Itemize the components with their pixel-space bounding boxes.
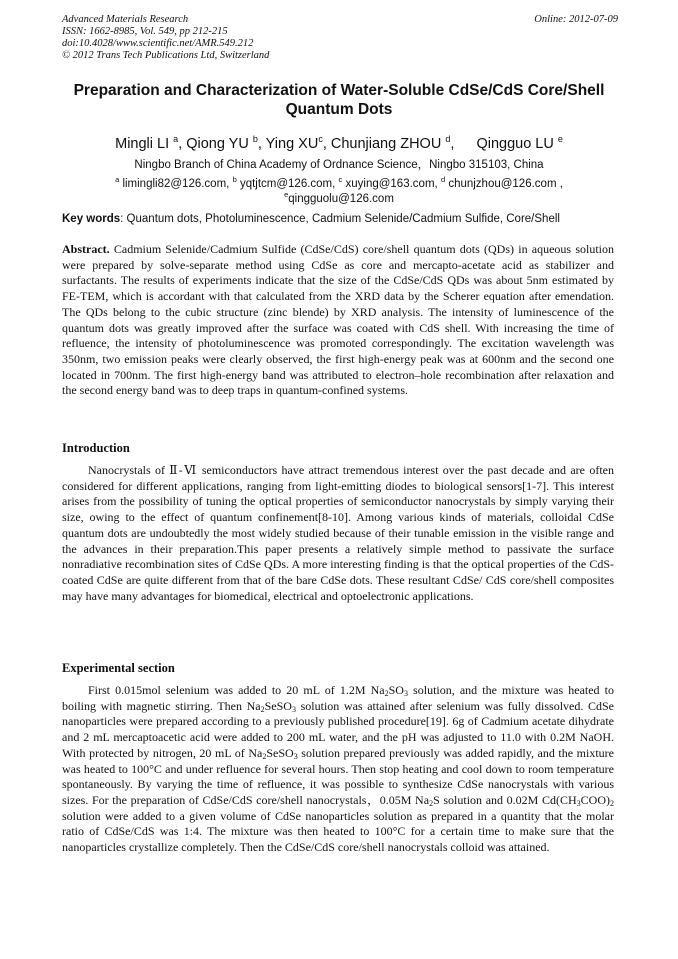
subscript: 2 (384, 689, 389, 698)
experimental-paragraph (62, 683, 614, 856)
author-separator: , (450, 136, 455, 152)
introduction-heading: Introduction (62, 441, 130, 455)
abstract-text: Cadmium Selenide/Cadmium Sulfide (CdSe/CdS) core/shell quantum dots (QDs) in aqueous solution were prepared by solve-separate method using CdSe as core and mercapto-acetate acid as stabilizer and surfactants. The results of experiments indicate that the size of the CdSe/CdS QDs was about 5nm estimated by FE-TEM, which is accordant with that calculated from the XRD data by the Scherer equation after emendation. The QDs belong to the cubic structure (zinc blende) by XRD analysis. The intensity of luminescence of the quantum dots was greatly improved after the surface was coated with CdS shell. With increasing the time of refluence, the intensity of photoluminescence was promoted correspondingly. The excitation wavelength was 350nm, two emission peaks were clearly observed, the first high-energy peak was at 600nm and the second one located in 700nm. The first high-energy band was attributed to electron–hole recombination after relaxation and the second energy band was to deep traps in quantum-confined systems. (62, 242, 614, 398)
issn-line: ISSN: 1662-8985, Vol. 549, pp 212-215 (62, 26, 228, 37)
email-b: yqtjtcm@126.com, (239, 178, 336, 190)
email-c: xuying@163.com, (345, 178, 438, 190)
author-list (40, 131, 638, 153)
author-separator: , (322, 136, 331, 152)
subscript: 3 (293, 751, 298, 761)
author-name: Mingli LI (115, 136, 170, 152)
author-name: Chunjiang ZHOU (330, 136, 442, 152)
author-sup: a (173, 134, 179, 144)
text-run: SeSO (264, 698, 292, 713)
author-sup: b (252, 134, 258, 144)
text-run: SeSO (266, 745, 294, 760)
subscript: 3 (576, 798, 581, 808)
subscript: 3 (291, 704, 296, 714)
online-date: Online: 2012-07-09 (534, 14, 618, 25)
author-separator: , (178, 136, 187, 152)
affiliation: Ningbo Branch of China Academy of Ordnance Science，Ningbo 315103, China (134, 159, 544, 171)
text-run: solution, and the mixture was heated to boiling with magnetic stirring. Then Na (62, 683, 614, 713)
subscript: 2 (610, 798, 614, 808)
author-name: Qingguo LU (476, 136, 554, 152)
author-name: Qiong YU (186, 136, 249, 152)
journal-header (62, 14, 618, 62)
journal-name: Advanced Materials Research (62, 14, 189, 25)
text-run: solution prepared previously was added rapidly, and the mixture was heated to 100°C and under refluence for several hours. Then stop heating and cool down to room temperature spontaneously. By varying the time of refluence, it was possible to synthesize CdSe nanocrystals with various sizes. For the preparation of CdSe/CdS core/shell nanocrystals，0.05M Na (62, 745, 614, 807)
author-separator: , (257, 136, 266, 152)
keywords-label: Key words (62, 213, 121, 225)
copyright-line: © 2012 Trans Tech Publications Ltd, Switzerland (62, 50, 270, 61)
keywords (62, 212, 622, 226)
email-e: qingguolu@126.com (288, 193, 394, 205)
paper-title: Preparation and Characterization of Water-Soluble CdSe/CdS Core/Shell Quantum Dots (73, 82, 605, 118)
subscript: 3 (403, 689, 408, 698)
subscript: 2 (260, 704, 265, 714)
text-run: solution was attained after selenium was fully dissolved. CdSe nanoparticles were prepared according to a previously published procedure[19]. 6g of Cadmium acetate dihydrate and 2 mL mercaptoacetic acid were added to 200 mL water, and the pH was adjusted to 11.0 with 0.2M NaOH. With protected by nitrogen, 20 mL of Na (62, 698, 615, 760)
text-run: First 0.015mol selenium was added to 20 mL of 1.2M Na (88, 683, 385, 697)
email-line-2: $^e$qingguolu@126.com (284, 190, 394, 205)
experimental-heading: Experimental section (62, 661, 175, 675)
subscript: 2 (429, 798, 434, 808)
email-line: $^a$ limingli82@126.com, $^b$ yqtjtcm@126.com, $^c$ xuying@163.com, $^d$ chunjzhou@126.com , (115, 175, 563, 190)
text-run: solution were added to a given volume of CdSe nanoparticles solution as prepared in a quantity that the molar ratio of CdSe/CdS was 1:4. The mixture was then heated to 100°C for a certain time to make sure that the nanoparticles crystallize completely. Then the CdSe/CdS core/shell nanocrystals colloid was attained. (62, 808, 614, 855)
text-run: COO) (580, 792, 610, 807)
doi-line: doi:10.4028/www.scientific.net/AMR.549.212 (62, 38, 254, 49)
email-a: limingli82@126.com, (122, 178, 230, 190)
author-sup: e (557, 134, 563, 144)
author-sup: c (318, 134, 323, 144)
email-d: chunjzhou@126.com , (448, 178, 563, 190)
keywords-text: : Quantum dots, Photoluminescence, Cadmium Selenide/Cadmium Sulfide, Core/Shell (120, 213, 560, 225)
text-run: SO (388, 683, 404, 697)
text-run: S solution and 0.02M Cd(CH (433, 792, 577, 807)
author-name: Ying XU (265, 136, 319, 152)
introduction-paragraph: Nanocrystals of Ⅱ-Ⅵ semiconductors have attract tremendous interest over the past decade and are often considered for different applications, ranging from light-emitting diodes to biological sensors[1-7]. This interest arises from the possibility of tuning the optical properties of semiconductor nanocrystals by simply varying their size, owing to the effect of quantum confinement[8-10]. Among various kinds of materials, colloidal CdSe quantum dots are undoubtedly the most widely studied because of their tunable emission in the visible range and the advances in their preparation.This paper presents a relatively simple method to passivate the surface nonradiative recombination sites of CdSe QDs. A more interesting finding is that the optical properties of the CdS-coated CdSe are quite different from that of the bare CdSe dots. These resultant CdSe/ CdS core/shell composites may have many advantages for biomedical, electrical and optoelectronic applications. (62, 463, 614, 603)
subscript: 2 (262, 751, 267, 761)
abstract-label: Abstract. (62, 242, 110, 256)
author-sup: d (445, 134, 451, 144)
abstract (62, 242, 614, 399)
